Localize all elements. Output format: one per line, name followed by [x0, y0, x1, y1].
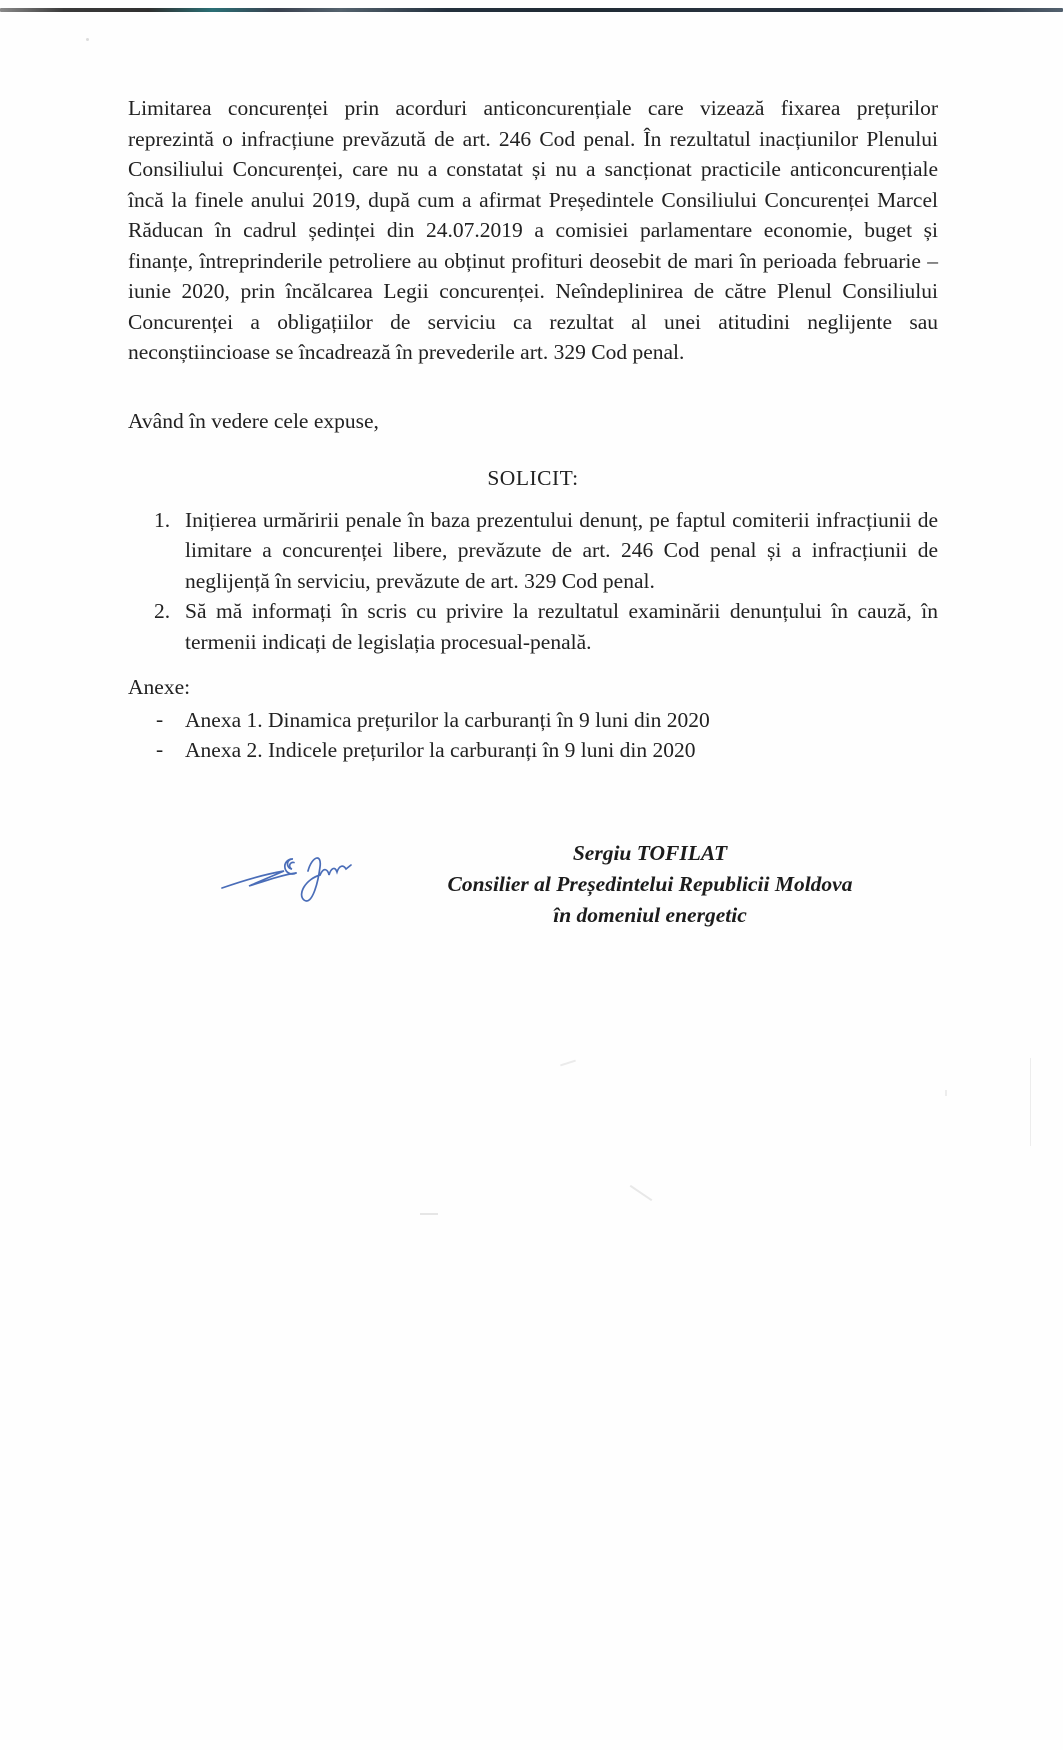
annex-item-1-dash: -	[156, 706, 164, 731]
request-item-2-text: Să mă informați în scris cu privire la rezultatul examinării denunțului în cauză, în termenii indicați de legislația procesual-penală.	[185, 599, 938, 654]
scan-artifact	[945, 1090, 947, 1096]
intro-close-line: Având în vedere cele expuse,	[128, 408, 379, 433]
signatory-department: în domeniul energetic	[553, 903, 747, 927]
request-item-1-text: Inițierea urmăririi penale în baza prezentului denunț, pe faptul comiterii infracțiunii de limitare a concurenței libere, prevăzute de art. 246 Cod penal și a infracțiunii de neglijență în serviciu, prevăzute de art. 329 Cod penal.	[185, 507, 938, 593]
annex-heading: Anexe:	[128, 675, 191, 699]
annex-item-2-text: Anexa 2. Indicele prețurilor la carburanți în 9 luni din 2020	[185, 738, 696, 762]
annex-item-1	[128, 705, 938, 736]
request-list	[128, 505, 938, 658]
scan-artifact	[560, 1060, 576, 1067]
solicit-heading: SOLICIT:	[487, 466, 579, 490]
scan-edge-artifact	[0, 8, 1063, 12]
annex-item-2-dash: -	[156, 737, 164, 761]
document-body	[128, 93, 938, 766]
request-item-2-number: 2.	[154, 599, 171, 623]
scan-artifact	[630, 1185, 653, 1201]
request-item-2	[128, 596, 938, 657]
request-item-1	[128, 505, 938, 597]
handwritten-signature-icon	[218, 830, 378, 920]
signature-block	[440, 838, 860, 931]
annex-item-2	[128, 735, 938, 766]
request-item-1-number: 1.	[154, 507, 171, 532]
scan-artifact	[420, 1213, 438, 1215]
scan-artifact	[86, 38, 89, 41]
annex-item-1-text: Anexa 1. Dinamica prețurilor la carburanți în 9 luni din 2020	[185, 707, 710, 732]
signatory-title: Consilier al Președintelui Republicii Moldova	[447, 872, 853, 896]
annex-list	[128, 705, 938, 766]
main-paragraph: Limitarea concurenței prin acorduri anticoncurențiale care vizează fixarea prețurilor reprezintă o infracțiune prevăzută de art. 246 Cod penal. În rezultatul inacțiunilor Plenului Consiliului Concurenței, care nu a constatat și nu a sancționat practicile anticoncurențiale încă la finele anului 2019, după cum a afirmat Președintele Consiliului Concurenței Marcel Răducan în cadrul ședinței din 24.07.2019 a comisiei parlamentare economie, buget și finanțe, întreprinderile petroliere au obținut profituri deosebit de mari în perioada februarie – iunie 2020, prin încălcarea Legii concurenței. Neîndeplinirea de către Plenul Consiliului Concurenței a obligațiilor de serviciu ca rezultat al unei atitudini neglijente sau neconștiincioase se încadrează în prevederile art. 329 Cod penal.	[128, 96, 938, 364]
scan-artifact	[1030, 1058, 1031, 1146]
signatory-name: Sergiu TOFILAT	[572, 841, 728, 865]
